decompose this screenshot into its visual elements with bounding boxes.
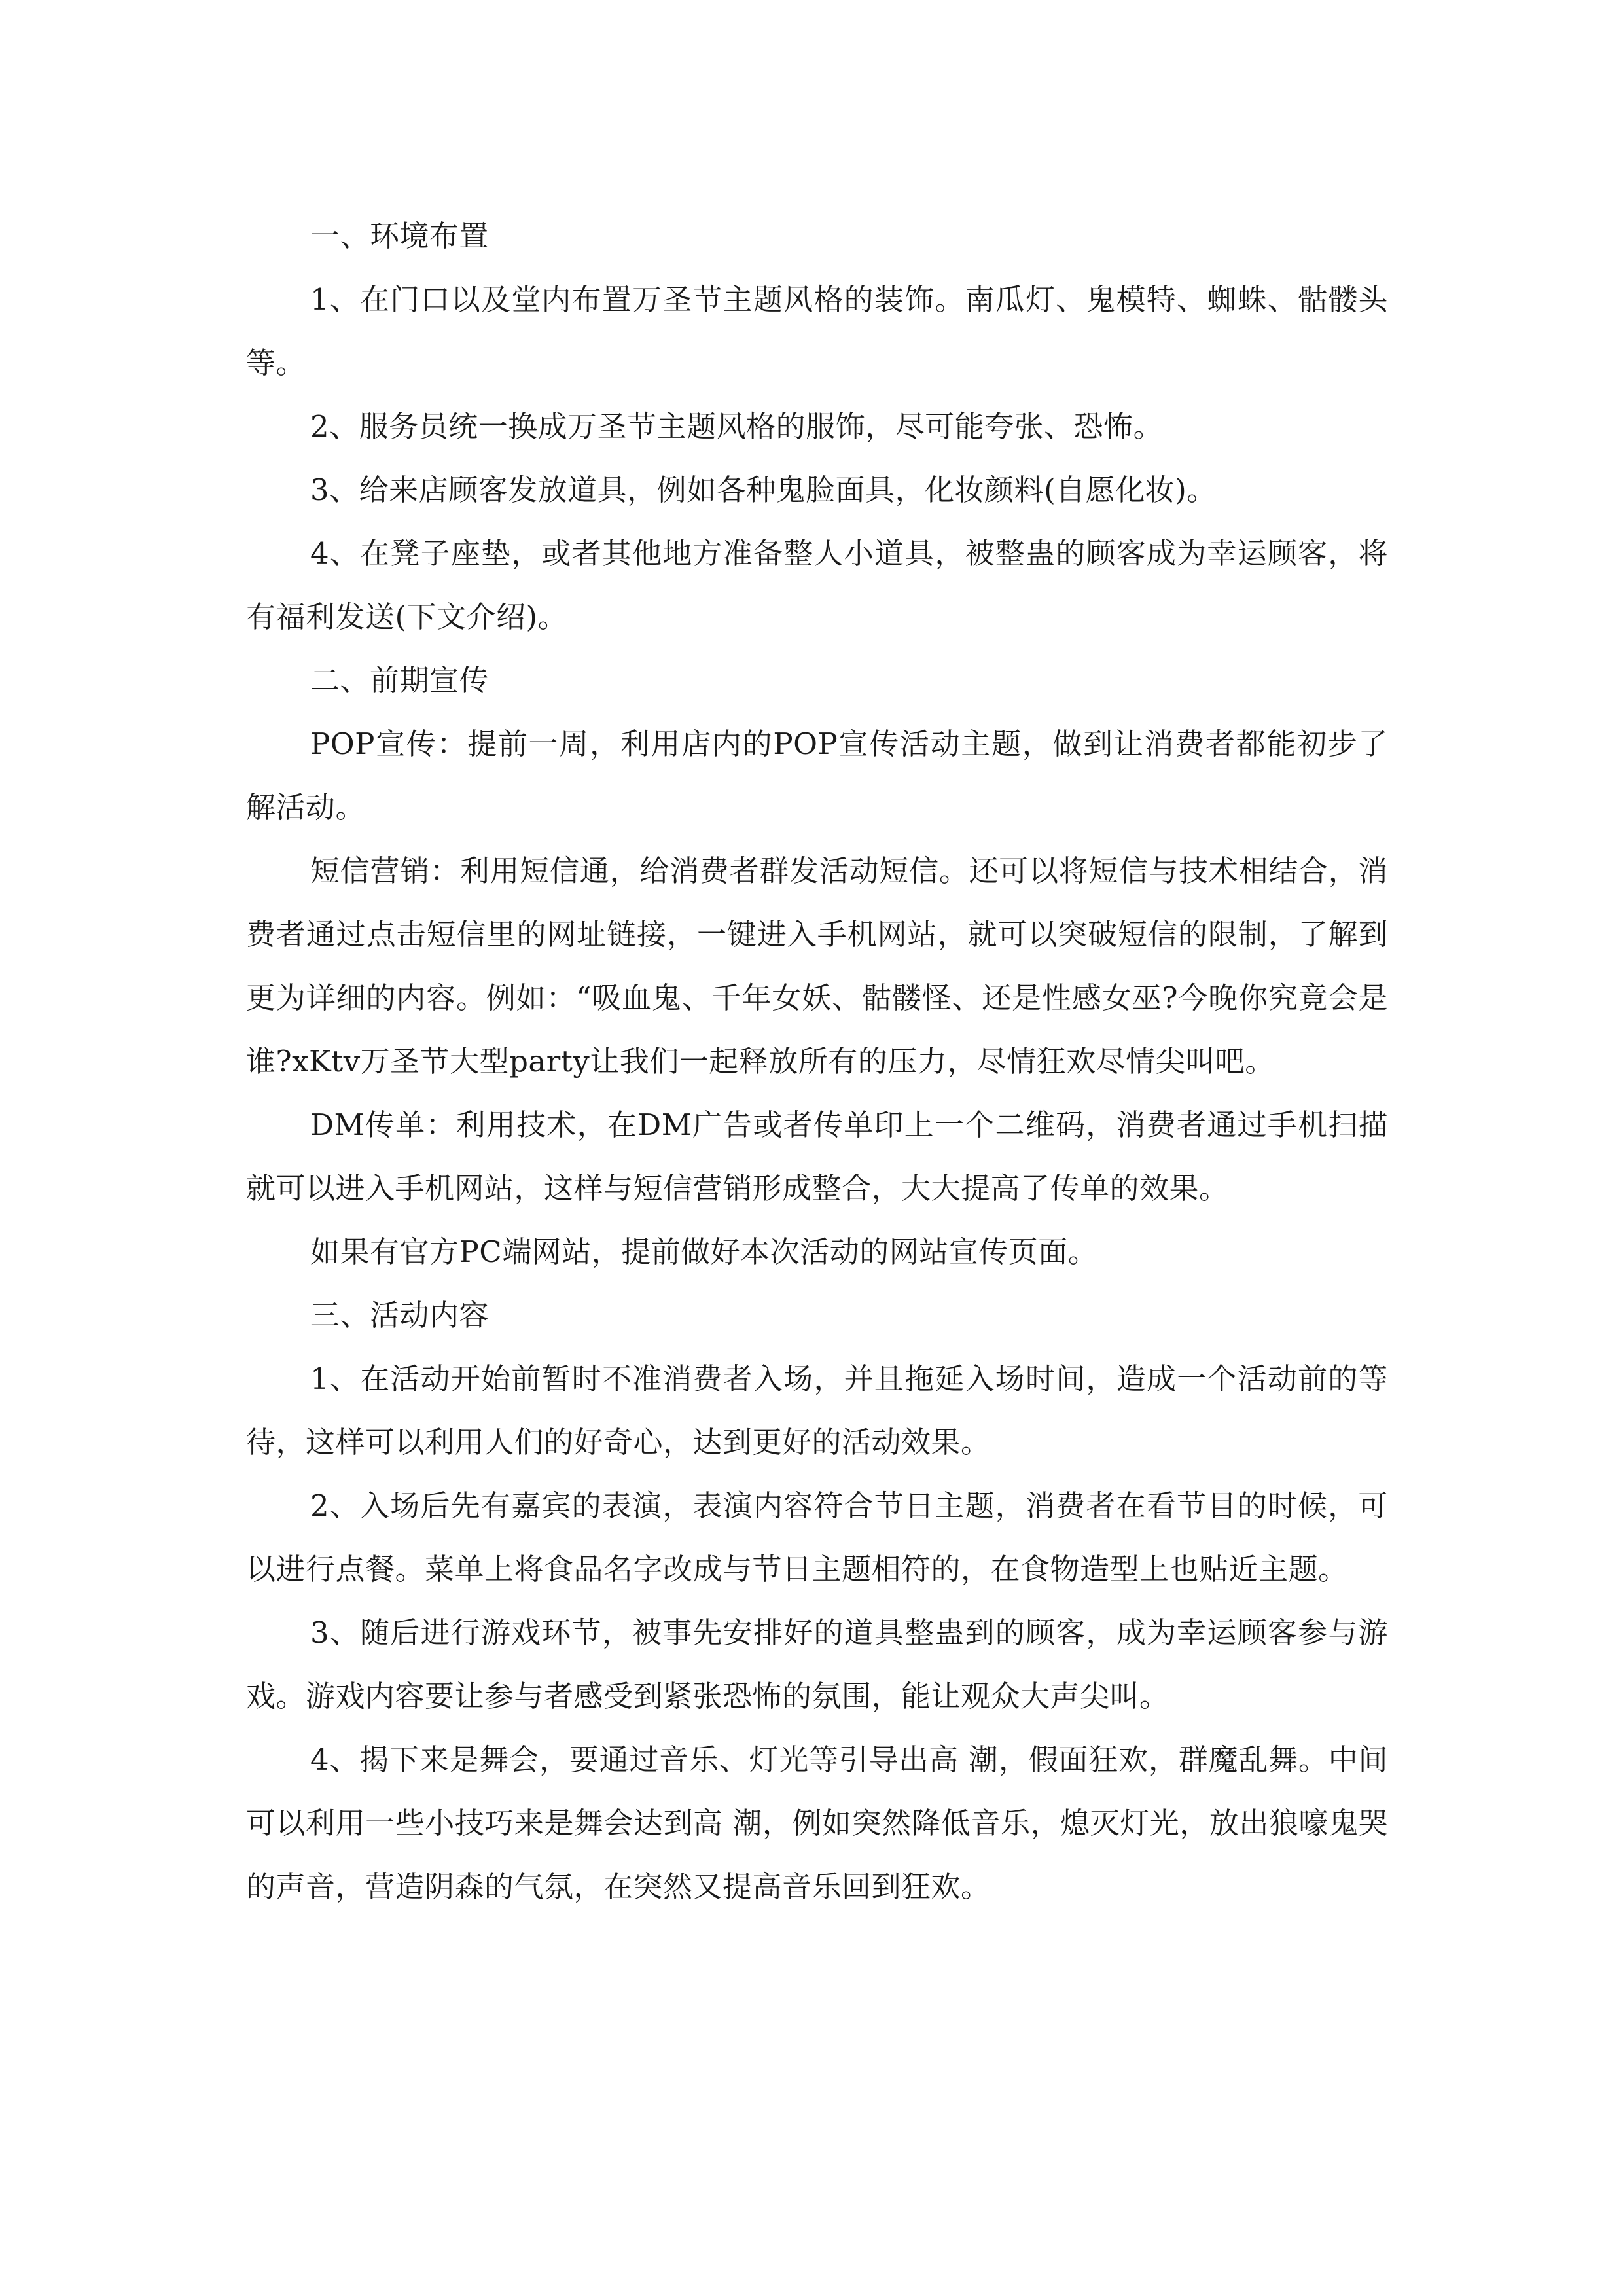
section-heading-promotion: 二、前期宣传	[310, 663, 490, 698]
paragraph-env-3: 3、给来店顾客发放道具，例如各种鬼脸面具，化妆颜料(自愿化妆)。	[310, 473, 1217, 507]
paragraph-activity-2: 2、入场后先有嘉宾的表演，表演内容符合节日主题，消费者在看节目的时候，可以进行点餐。菜单上将食品名字改成与节日主题相符的，在食物造型上也贴近主题。	[246, 1488, 1388, 1587]
paragraph-activity-1: 1、在活动开始前暂时不准消费者入场，并且拖延入场时间，造成一个活动前的等待，这样可以利用人们的好奇心，达到更好的活动效果。	[246, 1361, 1388, 1460]
paragraph-activity-4: 4、揭下来是舞会，要通过音乐、灯光等引导出高 潮，假面狂欢，群魔乱舞。中间可以利用一些小技巧来是舞会达到高 潮，例如突然降低音乐，熄灭灯光，放出狼嚎鬼哭的声音，营造阴森的气氛，在突然又提高音乐回到狂欢。	[246, 1742, 1388, 1904]
paragraph-env-2: 2、服务员统一换成万圣节主题风格的服饰，尽可能夸张、恐怖。	[310, 409, 1164, 444]
document-body	[246, 204, 1388, 1918]
paragraph-env-1: 1、在门口以及堂内布置万圣节主题风格的装饰。南瓜灯、鬼模特、蜘蛛、骷髅头等。	[246, 282, 1388, 380]
section-heading-environment: 一、环境布置	[310, 219, 490, 253]
paragraph-pop: POP宣传：提前一周，利用店内的POP宣传活动主题，做到让消费者都能初步了解活动。	[246, 726, 1388, 825]
paragraph-pc-site: 如果有官方PC端网站，提前做好本次活动的网站宣传页面。	[310, 1234, 1098, 1269]
paragraph-env-4: 4、在凳子座垫，或者其他地方准备整人小道具，被整蛊的顾客成为幸运顾客，将有福利发送(下文介绍)。	[246, 536, 1388, 634]
section-heading-activity: 三、活动内容	[310, 1298, 490, 1333]
paragraph-dm: DM传单：利用技术，在DM广告或者传单印上一个二维码，消费者通过手机扫描就可以进入手机网站，这样与短信营销形成整合，大大提高了传单的效果。	[246, 1107, 1388, 1206]
paragraph-activity-3: 3、随后进行游戏环节，被事先安排好的道具整蛊到的顾客，成为幸运顾客参与游戏。游戏内容要让参与者感受到紧张恐怖的氛围，能让观众大声尖叫。	[246, 1615, 1388, 1713]
paragraph-sms: 短信营销：利用短信通，给消费者群发活动短信。还可以将短信与技术相结合，消费者通过点击短信里的网址链接，一键进入手机网站，就可以突破短信的限制，了解到更为详细的内容。例如：“吸血鬼、千年女妖、骷髅怪、还是性感女巫?今晚你究竟会是谁?xKtv万圣节大型party让我们一起释放所有的压力，尽情狂欢尽情尖叫吧。	[246, 853, 1388, 1079]
